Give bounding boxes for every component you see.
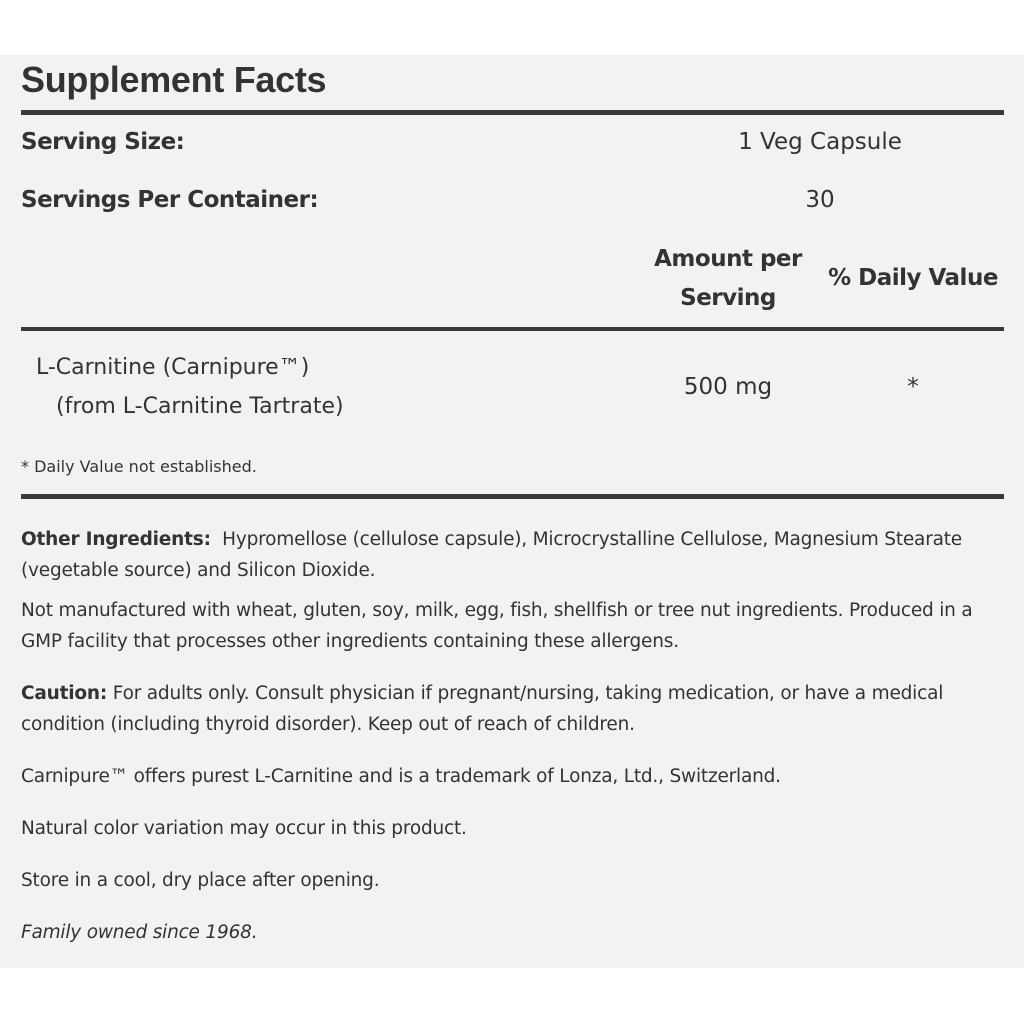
- ingredient-daily-value: *: [907, 374, 919, 400]
- title-divider: [21, 110, 1004, 115]
- other-ingredients-text: Hypromellose (cellulose capsule), Microcrystalline Cellulose, Magnesium Stearate (vegetable source) and Silicon Dioxide.: [21, 529, 962, 581]
- panel-title: Supplement Facts: [21, 59, 327, 100]
- serving-size-value: 1 Veg Capsule: [738, 129, 902, 155]
- ingredient-name-line2: (from L-Carnitine Tartrate): [56, 394, 344, 419]
- caution: [21, 678, 1001, 740]
- storage-note: Store in a cool, dry place after opening.: [21, 870, 380, 891]
- trademark-note: Carnipure™ offers purest L-Carnitine and is a trademark of Lonza, Ltd., Switzerland.: [21, 766, 781, 787]
- header-divider: [21, 327, 1004, 331]
- caution-label: Caution:: [21, 683, 108, 704]
- caution-text: For adults only. Consult physician if pregnant/nursing, taking medication, or have a medical condition (including thyroid disorder). Keep out of reach of children.: [21, 683, 944, 735]
- facts-bottom-divider: [21, 494, 1004, 499]
- servings-per-container-value: 30: [805, 187, 835, 213]
- daily-value-header: % Daily Value: [828, 265, 998, 291]
- supplement-facts-panel: [0, 55, 1024, 968]
- other-ingredients-label: Other Ingredients:: [21, 529, 211, 550]
- ingredient-name-line1: L-Carnitine (Carnipure™): [36, 355, 310, 380]
- allergen-statement: Not manufactured with wheat, gluten, soy, milk, egg, fish, shellfish or tree nut ingredients. Produced in a GMP facility that processes other ingredients containing these allergens.: [21, 600, 973, 652]
- color-variation-note: Natural color variation may occur in this product.: [21, 818, 467, 839]
- daily-value-footnote: * Daily Value not established.: [21, 457, 257, 476]
- family-owned-note: Family owned since 1968.: [21, 922, 258, 943]
- other-ingredients: [21, 524, 1001, 586]
- amount-header-line1: Amount per: [654, 246, 802, 272]
- amount-header-line2: Serving: [680, 285, 776, 311]
- servings-per-container-label: Servings Per Container:: [21, 187, 319, 213]
- serving-size-label: Serving Size:: [21, 129, 185, 155]
- amount-per-serving-header: [638, 240, 818, 318]
- ingredient-amount: 500 mg: [683, 374, 773, 400]
